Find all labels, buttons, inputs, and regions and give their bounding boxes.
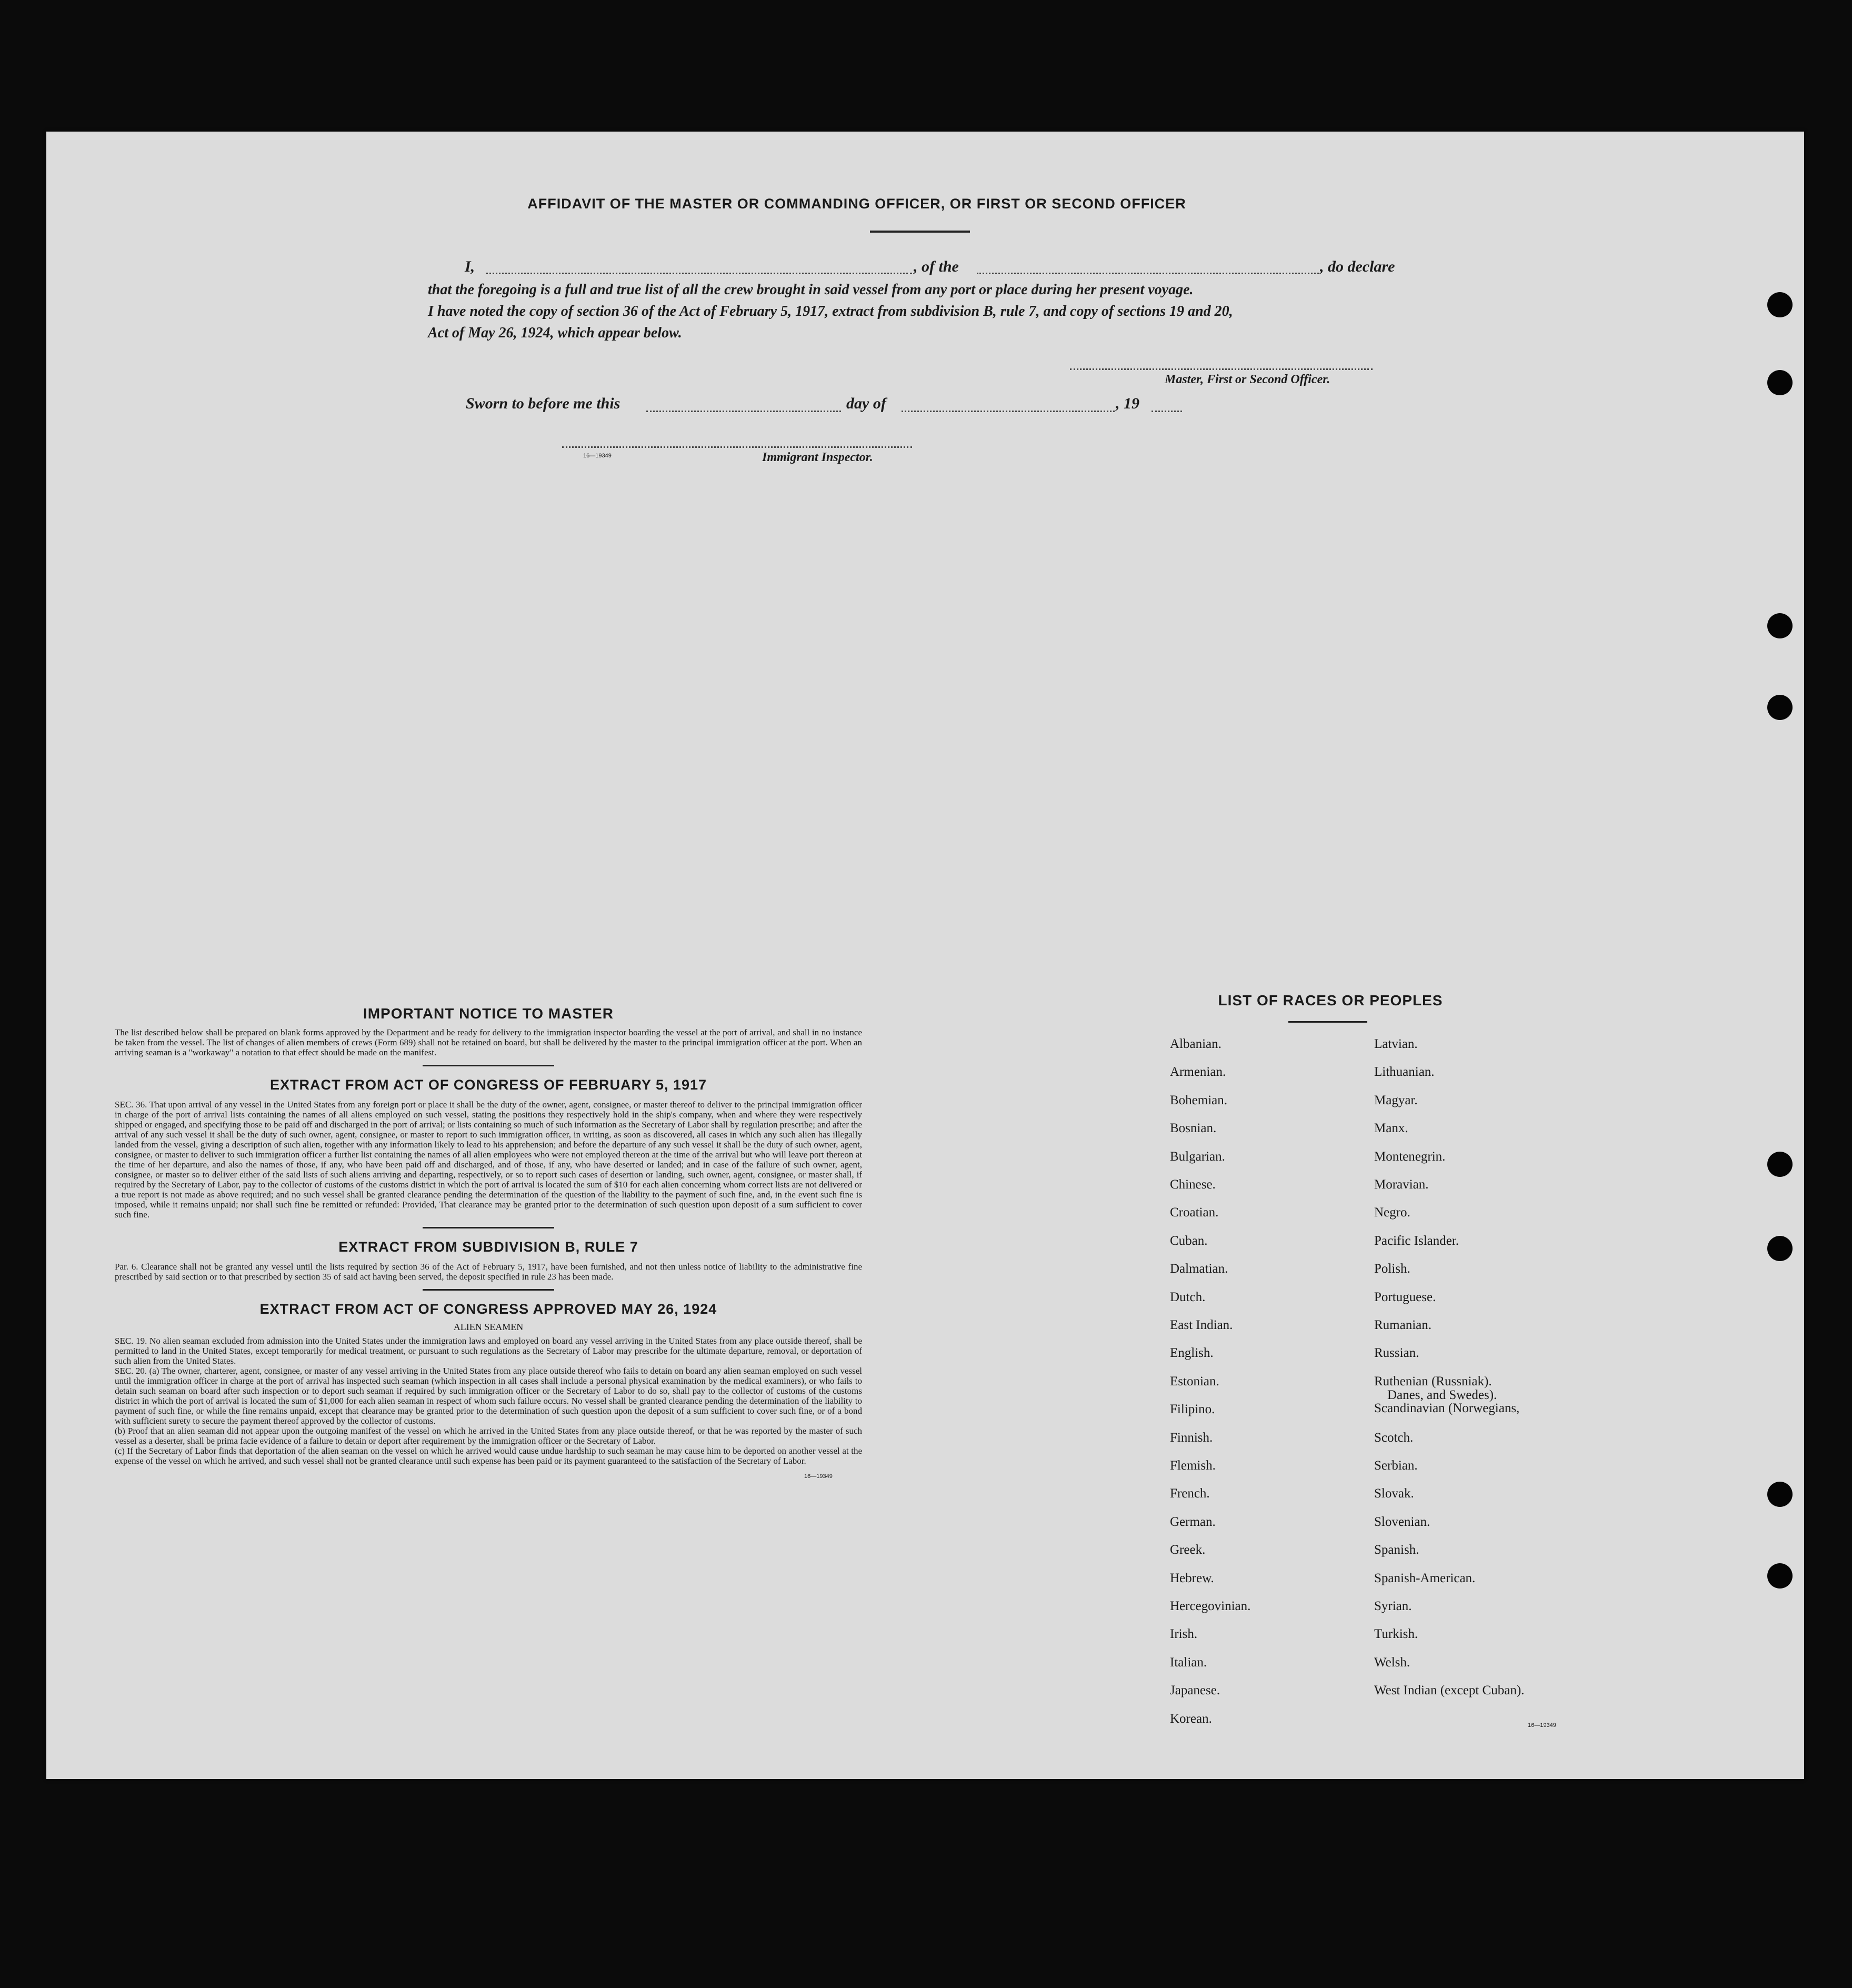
binder-hole — [1767, 1482, 1793, 1507]
race-item: Montenegrin. — [1374, 1149, 1446, 1164]
of-the-label: , of the — [914, 258, 959, 275]
affidavit-i-label: I, — [465, 258, 475, 275]
race-item: Serbian. — [1374, 1458, 1418, 1473]
race-item: Japanese. — [1170, 1683, 1220, 1698]
race-item: Syrian. — [1374, 1599, 1412, 1613]
declaration-line-2: that the foregoing is a full and true list of all the crew brought in said vessel from any port or place during her present voyage. — [428, 282, 1194, 298]
notice-column — [115, 1005, 862, 1480]
affidavit-title: AFFIDAVIT OF THE MASTER OR COMMANDING OFFICER, OR FIRST OR SECOND OFFICER — [527, 196, 1186, 212]
race-item: Bosnian. — [1170, 1121, 1217, 1136]
extract-1917-title: EXTRACT FROM ACT OF CONGRESS OF FEBRUARY 5, 1917 — [269, 1077, 707, 1093]
race-item: Rumanian. — [1374, 1318, 1432, 1332]
extract-1917-body: SEC. 36. That upon arrival of any vessel in the United States from any foreign port or place it shall be the duty of the owner, agent, consignee, or master thereof to deliver to the principal immigration officer in charge of the port of arrival lists containing the names of all aliens employed on such vessel, stating the positions they respectively hold in the ship's company, when and where they were respectively shipped or engaged, and specifying those to be paid off and discharged in the port of arrival; or lists containing so much of such information as the Secretary of Labor shall by regulation prescribe; and after the arrival of any such vessel it shall be the duty of such owner, agent, consignee, or master to report to such immigration officer, in writing, as soon as discovered, all cases in which any such alien has illegally landed from the vessel, giving a description of such alien, together with any information likely to lead to his apprehension; and before the departure of any such vessel it shall be the duty of such owner, agent, consignee, or master to deliver to such immigration officer a further list containing the names of all alien employees who were not employed thereon at the time of the arrival but who will leave port thereon at the time of her departure, and also the names of those, if any, who have been paid off and discharged, and of those, if any, who have deserted or landed; and in case of the failure of such owner, agent, consignee, or master so to deliver either of the said lists of such aliens arriving and departing, respectively, or so to report such cases of desertion or landing, such owner, agent, consignee, or master shall, if required by the Secretary of Labor, pay to the collector of customs of the customs district in which the port of arrival is located the sum of $10 for each alien concerning whom correct lists are not delivered or a true report is not made as above required; and no such vessel shall be granted clearance pending the determination of the question of the liability to the payment of such fine, and, in the event such fine is imposed, while it remains unpaid; nor shall such fine be remitted or refunded: Provided, That clearance may be granted prior to the determination of such question upon deposit of a sum sufficient to cover such fine. — [115, 1100, 862, 1220]
race-item: French. — [1170, 1486, 1210, 1501]
rule-7-body: Par. 6. Clearance shall not be granted any vessel until the lists required by section 36 of the Act of February 5, 1917, have been furnished, and not then unless notice of liability to the administrative fine prescribed by said section or to that prescribed by section 35 of said act having been served, the deposit specified in rule 23 has been made. — [115, 1262, 862, 1282]
master-signature-label: Master, First or Second Officer. — [1165, 373, 1330, 386]
race-item: Manx. — [1374, 1121, 1408, 1136]
binder-hole — [1767, 370, 1793, 395]
race-item: Russian. — [1374, 1346, 1419, 1361]
race-item: Italian. — [1170, 1655, 1207, 1670]
affidavit-form-number: 16—19349 — [583, 453, 612, 459]
sworn-month-blank[interactable] — [902, 411, 1115, 412]
race-item: West Indian (except Cuban). — [1374, 1683, 1525, 1698]
race-item: Polish. — [1374, 1262, 1410, 1276]
race-item: East Indian. — [1170, 1318, 1233, 1332]
race-item: Flemish. — [1170, 1458, 1216, 1473]
race-item: English. — [1170, 1346, 1214, 1361]
race-item: Pacific Islander. — [1374, 1233, 1459, 1248]
race-item: Chinese. — [1170, 1177, 1216, 1192]
race-item: Cuban. — [1170, 1233, 1208, 1248]
alien-seamen-subtitle: ALIEN SEAMEN — [453, 1322, 524, 1332]
inspector-label: Immigrant Inspector. — [762, 451, 873, 464]
race-item: Korean. — [1170, 1711, 1212, 1726]
sec-20a: SEC. 20. (a) The owner, charterer, agent, consignee, or master of any vessel arriving in the United States from any place outside thereof who fails to detain on board any alien seaman employed on such vessel until the immigration officer in charge at the port of arrival has inspected such seaman (which inspection in all cases shall include a personal physical examination by the medical examiners), or who fails to detain such seaman on board after such inspection or to deport such seaman if required by such immigration officer or the Secretary of Labor to do so, shall pay to the collector of customs of the customs district in which the port of arrival is located the sum of $1,000 for each alien seaman in respect of whom such failure occurs. No vessel shall be granted clearance pending the determination of the liability to payment of such fine, or while the fine remains unpaid, except that clearance may be granted prior to the determination of such question upon the deposit of a sum sufficient to cover such fine, or of a bond with sufficient surety to secure the payment thereof approved by the collector of customs. — [115, 1366, 862, 1426]
race-item: Dutch. — [1170, 1290, 1206, 1304]
race-item: Finnish. — [1170, 1430, 1213, 1445]
race-item: Bohemian. — [1170, 1093, 1228, 1107]
affidavit-declaration — [428, 279, 1407, 344]
race-item: Lithuanian. — [1374, 1065, 1435, 1080]
do-declare-label: , do declare — [1320, 258, 1395, 275]
form-sheet — [46, 132, 1804, 1779]
race-item: Turkish. — [1374, 1627, 1418, 1642]
inspector-signature-line[interactable] — [562, 446, 912, 448]
binder-hole — [1767, 695, 1793, 720]
race-item: Moravian. — [1374, 1177, 1429, 1192]
races-rule — [1288, 1021, 1367, 1023]
race-item: Irish. — [1170, 1627, 1198, 1642]
race-item: Bulgarian. — [1170, 1149, 1225, 1164]
race-item: Slovenian. — [1374, 1514, 1430, 1529]
race-item: German. — [1170, 1514, 1216, 1529]
affiant-name-blank[interactable] — [486, 273, 912, 274]
extract-1924-title: EXTRACT FROM ACT OF CONGRESS APPROVED MAY 26, 1924 — [259, 1301, 717, 1317]
race-item: Dalmatian. — [1170, 1262, 1228, 1276]
year-label: , 19 — [1116, 395, 1139, 412]
race-item: Scotch. — [1374, 1430, 1414, 1445]
race-item: Slovak. — [1374, 1486, 1414, 1501]
race-item: Greek. — [1170, 1543, 1206, 1557]
sec-19: SEC. 19. No alien seaman excluded from admission into the United States under the immigration laws and employed on board any vessel arriving in the United States from any place outside thereof, shall be permitted to land in the United States, except temporarily for medical treatment, or pursuant to such regulations as the Secretary of Labor may prescribe for the ultimate departure, removal, or deportation of such alien from the United States. — [115, 1336, 862, 1366]
year-blank[interactable] — [1152, 411, 1182, 412]
race-item: Croatian. — [1170, 1205, 1219, 1220]
notice-rule — [423, 1065, 554, 1066]
race-item: Latvian. — [1374, 1037, 1418, 1051]
vessel-name-blank[interactable] — [977, 273, 1319, 274]
race-item: Scandinavian (Norwegians, — [1374, 1401, 1520, 1416]
sec-20c: (c) If the Secretary of Labor finds that deportation of the alien seaman on the vessel on which he arrived would cause undue hardship to such seaman he may cause him to be deported on another vessel at the expense of the vessel on which he arrived, and such vessel shall not be granted clearance until such expense has been paid or its payment guaranteed to the satisfaction of the Secretary of Labor. — [115, 1446, 862, 1466]
race-item: Armenian. — [1170, 1065, 1226, 1080]
race-item: Albanian. — [1170, 1037, 1222, 1051]
race-item: Spanish-American. — [1374, 1571, 1476, 1585]
race-item: Filipino. — [1170, 1402, 1215, 1417]
race-item: Ruthenian (Russniak). — [1374, 1374, 1492, 1388]
race-item: Magyar. — [1374, 1093, 1418, 1107]
notice-body: The list described below shall be prepared on blank forms approved by the Department and be ready for delivery to the immigration inspector boarding the vessel at the port of arrival, and shall in no instance be taken from the vessel. The list of changes of alien members of crews (Form 689) shall not be retained on board, but shall be delivered by the master to the principal immigration officer at the port. When an arriving seaman is a "workaway" a notation to that effect should be made on the manifest. — [115, 1027, 862, 1057]
race-item: Spanish. — [1374, 1543, 1419, 1557]
sworn-day-blank[interactable] — [646, 411, 841, 412]
title-rule — [870, 231, 970, 233]
binder-hole — [1767, 1152, 1793, 1177]
race-item: Hercegovinian. — [1170, 1599, 1251, 1613]
extract-form-number: 16—19349 — [804, 1473, 833, 1480]
race-item: Hebrew. — [1170, 1571, 1214, 1585]
sec-20b: (b) Proof that an alien seaman did not appear upon the outgoing manifest of the vessel on which he arrived in the United States from any place outside thereof, or that he was reported by the master of such vessel as a deserter, shall be prima facie evidence of a failure to detain or deport after requirement by the immigration officer or the Secretary of Labor. — [115, 1426, 862, 1446]
binder-hole — [1767, 613, 1793, 638]
race-item: Welsh. — [1374, 1655, 1410, 1670]
sworn-label: Sworn to before me this — [466, 395, 620, 412]
races-title: LIST OF RACES OR PEOPLES — [1218, 992, 1443, 1008]
master-signature-line[interactable] — [1070, 368, 1373, 370]
binder-hole — [1767, 1563, 1793, 1589]
race-item: Estonian. — [1170, 1374, 1219, 1388]
race-item: Danes, and Swedes). — [1387, 1387, 1497, 1402]
declaration-line-3: I have noted the copy of section 36 of the Act of February 5, 1917, extract from subdivision B, rule 7, and copy of sections 19 and 20, — [428, 303, 1233, 319]
day-of-label: day of — [846, 395, 886, 412]
races-form-number: 16—19349 — [1528, 1722, 1556, 1729]
extract-1917-rule — [423, 1227, 554, 1228]
race-item: Negro. — [1374, 1205, 1410, 1220]
binder-hole — [1767, 1236, 1793, 1261]
race-item: Portuguese. — [1374, 1290, 1436, 1304]
rule-7-rule — [423, 1289, 554, 1291]
binder-hole — [1767, 292, 1793, 317]
declaration-line-4: Act of May 26, 1924, which appear below. — [428, 325, 682, 341]
notice-title: IMPORTANT NOTICE TO MASTER — [363, 1005, 614, 1022]
rule-7-title: EXTRACT FROM SUBDIVISION B, RULE 7 — [338, 1239, 638, 1255]
